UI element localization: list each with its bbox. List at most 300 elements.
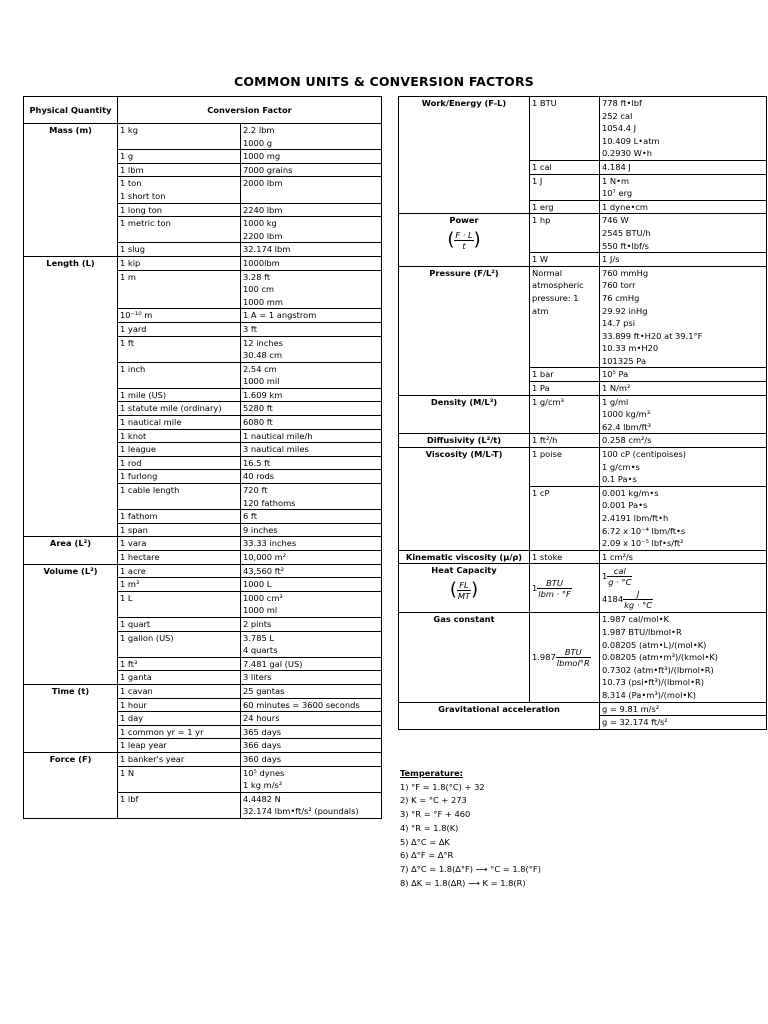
cell-line: 33.899 ft•H20 at 39.1°F [602,330,703,341]
value-cell [600,160,767,174]
cell-line: 1 ft²/h [532,435,558,446]
quantity-cell [399,613,530,702]
cell-line: 12 inches [243,337,284,348]
cell-line: 3 ft [243,323,257,334]
quantity-label: Gravitational acceleration [438,703,560,714]
value-cell [241,523,382,537]
cell-line: 32.174 lbm [243,244,291,255]
cell-line: 0.001 kg/m•s [602,487,659,498]
cell-line: 1 slug [120,244,146,255]
cell-line: 1 day [120,713,144,724]
cell-line: 100 cm [243,284,275,295]
fraction-body [537,578,572,599]
value-cell [241,217,382,243]
value-cell [600,434,767,448]
unit-cell [118,177,241,203]
cell-line: 1 Pa [532,383,550,394]
cell-line: Normal [532,267,563,278]
cell-line: 10⁵ dynes [243,767,285,778]
cell-line: 1 hp [532,215,551,226]
cell-line: 10⁷ erg [602,188,633,199]
cell-line: 4.184 J [602,161,631,172]
fraction-body [457,580,471,601]
quantity-cell [24,684,118,752]
cell-line: 1000 g [243,137,273,148]
unit-cell [118,617,241,631]
table-row [399,395,767,434]
unit-cell [118,243,241,257]
cell-line: 1 kg [120,125,138,135]
unit-cell [118,217,241,243]
cell-line: 0.001 Pa•s [602,500,648,511]
cell-line: atmospheric [532,280,584,291]
unit-cell [118,256,241,270]
fraction-numerator: F · L [455,229,473,240]
cell-line: 1000 cm³ [243,592,283,603]
cell-line: 778 ft•lbf [602,98,642,108]
cell-line: 1 short ton [120,190,166,201]
value-cell [241,388,382,402]
value-cell [241,402,382,416]
unit-cell [118,429,241,443]
value-cell [600,564,767,613]
cell-line: 1 furlong [120,471,158,482]
cell-line: 1 m [120,271,136,282]
table-row [24,256,382,270]
cell-line: 1 bar [532,369,554,380]
quantity-cell [24,752,118,818]
cell-line: 1 acre [120,565,146,576]
quantity-cell [399,395,530,434]
unit-cell [118,402,241,416]
unit-cell [118,150,241,164]
cell-line: 2.54 cm [243,363,277,374]
table-row [24,752,382,766]
cell-line: 14.7 psi [602,318,636,329]
cell-line: 1 nautical mile [120,417,182,428]
value-cell [600,395,767,434]
unit-cell [118,309,241,323]
cell-line: 1 fathom [120,511,158,522]
cell-line: 7.481 gal (US) [243,658,303,669]
unit-cell [118,792,241,818]
value-cell [241,537,382,551]
cell-line: 4 quarts [243,645,278,656]
value-cell [241,617,382,631]
unit-cell [118,270,241,309]
value-cell [241,725,382,739]
cell-line: 4.4482 N [243,793,281,804]
cell-line: 7000 grains [243,164,293,175]
unit-cell [118,537,241,551]
quantity-label: Heat Capacity [431,565,497,576]
value-cell [241,362,382,388]
fraction-body [623,589,653,610]
cell-line: 1.609 km [243,389,283,400]
cell-line: 720 ft [243,485,268,496]
value-cell [241,752,382,766]
unit-cell [530,214,600,253]
unit-cell [530,200,600,214]
cell-line: 1000 kg [243,218,277,229]
fraction-denominator: t [462,240,466,251]
unit-cell [530,613,600,702]
header-conversion: Conversion Factor [118,97,382,124]
value-cell [241,150,382,164]
cell-line: 0.1 Pa•s [602,474,637,485]
temperature-item: 8) ∆K = 1.8(∆R) ⟶ K = 1.8(R) [400,877,526,888]
cell-line: 3 nautical miles [243,444,309,455]
cell-line: 366 days [243,740,282,751]
cell-line: 10⁻¹⁰ m [120,310,153,321]
unit-cell [530,550,600,564]
unit-cell [530,266,600,368]
fraction-numerator: BTU [537,578,572,589]
value-cell [241,671,382,685]
cell-line: 10.33 m•H20 [602,343,659,354]
value-cell [241,309,382,323]
value-cell [241,416,382,430]
fraction-denominator: MT [457,590,471,601]
cell-line: 1 ft³ [120,658,138,669]
value-cell [241,124,382,150]
unit-cell [118,416,241,430]
fraction-denominator: g · °C [608,577,632,588]
value-cell [241,322,382,336]
fraction-numerator: BTU [556,647,591,658]
cell-line: 1 ganta [120,672,152,683]
fraction [532,646,591,668]
cell-line: 1 cable length [120,485,180,496]
cell-line: 1 lbm [120,164,144,175]
table-row [24,564,382,578]
value-cell [600,266,767,368]
cell-line: 1054.4 J [602,123,637,134]
quantity-label: Mass (m) [49,125,92,135]
cell-line: 1 dyne•cm [602,201,648,212]
fraction-denominator: kg · °C [624,600,653,611]
cell-line: 3 liters [243,672,272,683]
value-cell [241,712,382,726]
value-cell [241,578,382,592]
unit-cell [118,578,241,592]
cell-line: 1 span [120,524,148,535]
cell-line: 1 g/cm³ [532,396,564,407]
temperature-item: 1) °F = 1.8(°C) + 32 [400,781,485,792]
cell-line: 1 cP [532,487,550,498]
cell-line: 1 BTU [532,98,557,108]
cell-line: 1 rod [120,457,142,468]
cell-line: 2 pints [243,618,272,629]
temperature-item: 7) ∆°C = 1.8(∆°F) ⟶ °C = 1.8(°F) [400,863,541,874]
cell-line: 360 days [243,753,282,764]
temperature-item: 4) °R = 1.8(K) [400,822,459,833]
cell-line: 6 ft [243,511,257,522]
table-row [399,613,767,702]
cell-line: 5280 ft [243,403,273,414]
quantity-label: Volume (L³) [43,565,98,576]
cell-line: 1 leap year [120,740,167,751]
unit-cell [118,322,241,336]
fraction-coefficient: 4184 [602,594,624,605]
value-cell [241,684,382,698]
unit-cell [118,657,241,671]
cell-line: 60 minutes = 3600 seconds [243,699,360,710]
fraction-numerator: J [623,589,653,600]
cell-line: 1 kg m/s² [243,780,283,791]
cell-line: 760 torr [602,280,636,291]
quantity-label: Diffusivity (L²/t) [426,435,502,446]
table-row [399,434,767,448]
cell-line: 1 yard [120,323,147,334]
cell-line: 8.314 (Pa•m³)/(mol•K) [602,689,696,700]
unit-cell [118,684,241,698]
cell-line: 2200 lbm [243,230,283,241]
cell-line: 1 L [120,592,133,603]
value-cell [600,382,767,396]
cell-line: 40 rods [243,471,275,482]
fraction [532,577,572,599]
value-cell [600,200,767,214]
cell-line: 1 J [532,175,543,186]
cell-line: 62.4 lbm/ft³ [602,421,651,432]
cell-line: 2.2 lbm [243,125,275,135]
cell-line: 1.987 cal/mol•K [602,614,669,625]
cell-line: 1 cavan [120,685,153,696]
table-row [399,550,767,564]
cell-line: 760 mmHg [602,267,649,278]
cell-line: 1 A = 1 angstrom [243,310,317,321]
unit-cell [530,174,600,200]
unit-cell [530,564,600,613]
quantity-cell [24,564,118,684]
value-fraction-line [602,566,764,587]
unit-cell [118,725,241,739]
fraction-coefficient: 1 [602,571,608,582]
cell-line: 1 N•m [602,175,630,186]
cell-line: 10⁵ Pa [602,369,629,380]
unit-cell [118,203,241,217]
cell-line: 1 inch [120,363,146,374]
value-cell [241,792,382,818]
quantity-label: Area (L²) [49,538,92,549]
cell-line: 10.409 L•atm [602,135,660,146]
value-fraction-line [602,589,764,610]
cell-line: 1 knot [120,430,147,441]
unit-cell [118,671,241,685]
cell-line: 1 m³ [120,579,140,590]
value-cell [241,429,382,443]
quantity-cell [399,266,530,395]
quantity-cell [399,214,530,266]
cell-line: 1000 mg [243,151,281,162]
quantity-cell [399,702,600,729]
temperature-section [400,767,541,890]
cell-line: 0.08205 (atm•L)/(mol•K) [602,639,707,650]
cell-line: 0.258 cm²/s [602,435,652,446]
quantity-label: Density (M/L³) [430,396,498,407]
cell-line: 1 nautical mile/h [243,430,313,441]
fraction [602,566,632,588]
cell-line: 1.987 BTU/lbmol•R [602,626,682,637]
unit-cell [530,97,600,161]
unit-cell [118,591,241,617]
value-cell [241,484,382,510]
quantity-cell [399,564,530,613]
fraction-body [607,566,632,587]
value-cell [241,510,382,524]
cell-line: 1 quart [120,618,151,629]
value-cell [600,550,767,564]
cell-line: 1 long ton [120,204,163,215]
value-cell [600,97,767,161]
cell-line: 2545 BTU/h [602,227,651,238]
cell-line: 10.73 (psi•ft³)/(lbmol•R) [602,677,704,688]
value-cell [600,174,767,200]
fraction-denominator: lbmol°R [556,657,590,668]
unit-cell [118,336,241,362]
cell-line: 1000 kg/m³ [602,409,651,420]
table-row [399,448,767,487]
table-row [399,214,767,253]
unit-cell [118,551,241,565]
dimension-formula [401,230,527,251]
quantity-cell [399,550,530,564]
value-cell [241,336,382,362]
fraction-coefficient: 1 [532,582,538,593]
value-cell: g = 32.174 ft/s² [600,716,767,730]
table-row [399,564,767,613]
cell-line: 16.5 ft [243,457,271,468]
table-row [399,266,767,368]
quantity-label: Viscosity (M/L-T) [425,449,503,460]
quantity-label: Time (t) [51,685,90,696]
unit-cell [118,163,241,177]
cell-line: 1 poise [532,449,562,460]
paren-right: ) [473,229,481,251]
cell-line: 0.2930 W•h [602,148,653,159]
cell-line: 2000 lbm [243,178,283,189]
cell-line: 1 g/cm•s [602,461,640,472]
value-cell [241,456,382,470]
cell-line: 1 league [120,444,157,455]
cell-line: 1 statute mile (ordinary) [120,403,222,414]
unit-cell [118,631,241,657]
quantity-label: Length (L) [46,257,95,268]
fraction-numerator: cal [607,566,632,577]
quantity-cell [24,256,118,536]
cell-line: atm [532,305,549,316]
table-row [399,97,767,161]
cell-line: 252 cal [602,110,633,121]
unit-cell [530,160,600,174]
cell-line: 3.785 L [243,632,275,643]
right-conversion-table [398,96,767,730]
cell-line: 1 kip [120,257,141,268]
value-cell [241,177,382,203]
unit-cell [118,752,241,766]
cell-line: 1 W [532,254,549,265]
cell-line: 1 cal [532,161,552,172]
unit-cell [530,253,600,267]
cell-line: 1000 ml [243,605,278,616]
unit-cell [530,434,600,448]
value-cell [600,253,767,267]
cell-line: 29.92 inHg [602,305,648,316]
unit-cell [118,362,241,388]
cell-line: 1 hour [120,699,147,710]
value-cell [241,443,382,457]
dimension-formula [401,580,527,601]
temperature-list [400,781,541,891]
cell-line: 1 gallon (US) [120,632,174,643]
unit-cell [118,443,241,457]
header-quantity: Physical Quantity [24,97,118,124]
unit-cell [118,698,241,712]
left-conversion-table [23,96,382,819]
page-title: COMMON UNITS & CONVERSION FACTORS [233,74,535,89]
value-cell [241,631,382,657]
cell-line: 1000 L [243,579,272,590]
cell-line: 746 W [602,215,629,226]
cell-line: 30.48 cm [243,350,283,361]
cell-line: 1000 mm [243,296,283,307]
unit-cell [118,739,241,753]
value-cell [600,368,767,382]
temperature-heading: Temperature: [400,768,463,778]
cell-line: 1 mile (US) [120,389,167,400]
value-cell [241,163,382,177]
cell-line: 25 gantas [243,685,285,696]
table-row [399,702,767,716]
fraction-body [556,647,591,668]
value-cell [600,448,767,487]
temperature-item: 5) ∆°C = ∆K [400,836,450,847]
quantity-cell [399,448,530,551]
fraction-coefficient: 1.987 [532,651,556,662]
quantity-label: Gas constant [433,614,495,625]
value-cell [600,214,767,253]
value-cell [241,203,382,217]
cell-line: 9 inches [243,524,278,535]
unit-cell [118,484,241,510]
cell-line: 2.4191 lbm/ft•h [602,513,669,523]
quantity-label: Pressure (F/L²) [429,267,499,278]
fraction-body [454,230,473,251]
header-row [24,97,382,124]
unit-cell [118,470,241,484]
cell-line: 1000lbm [243,257,280,268]
unit-cell [530,382,600,396]
cell-line: 1 lbf [120,793,139,804]
cell-line: 1 g [120,151,134,162]
unit-cell [530,395,600,434]
quantity-cell [24,124,118,257]
unit-cell [530,448,600,487]
temperature-item: 3) °R = °F + 460 [400,809,471,820]
cell-line: 1 vara [120,538,147,549]
cell-line: 1 erg [532,201,554,212]
unit-cell [118,712,241,726]
cell-line: 1 J/s [602,254,620,265]
cell-line: 2240 lbm [243,204,283,215]
quantity-cell [399,97,530,214]
cell-line: 100 cP (centipoises) [602,449,687,460]
quantity-label: Force (F) [49,753,92,764]
value-cell [241,243,382,257]
cell-line: 1 cm²/s [602,551,634,562]
table-row [24,684,382,698]
